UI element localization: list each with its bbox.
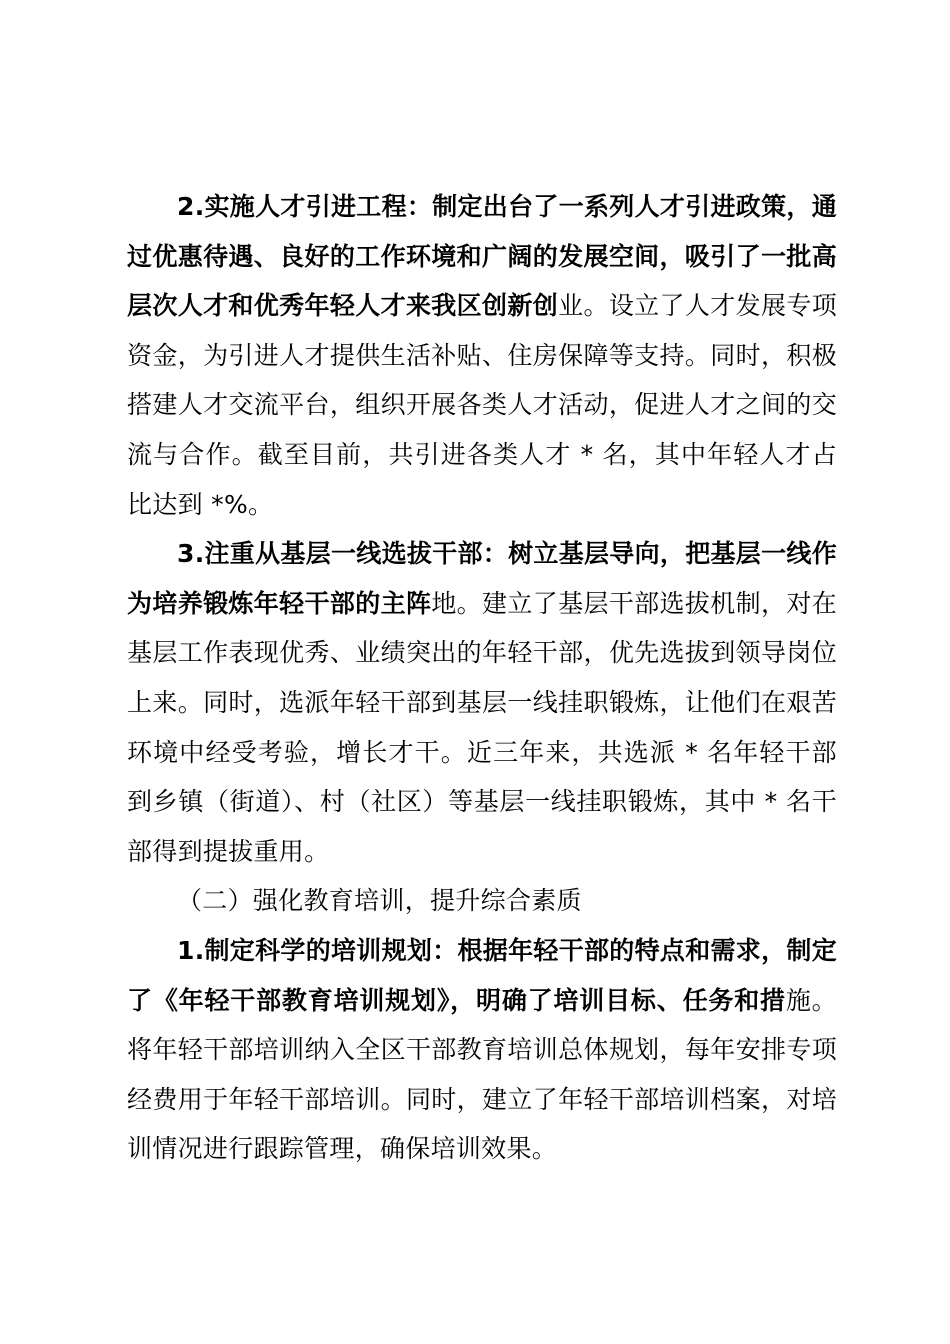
- paragraph-bold-lead: 3.注重从基层一线选拔干部：树立基层导向，把基层一线作为培养锻炼年轻干部的主阵: [127, 539, 837, 618]
- paragraph-training-plan: [127, 926, 837, 1174]
- paragraph-body-text: 业。设立了人才发展专项资金，为引进人才提供生活补贴、住房保障等支持。同时，积极搭建人才交流平台，组织开展各类人才活动，促进人才之间的交流与合作。截至目前，共引进各类人才 * 名，其中年轻人才占比达到 *%。: [127, 291, 837, 519]
- document-body: [127, 182, 837, 1174]
- section-heading-text: （二）强化教育培训，提升综合素质: [177, 886, 582, 916]
- paragraph-grassroots-selection: [127, 529, 837, 876]
- paragraph-talent-introduction: [127, 182, 837, 529]
- paragraph-bold-lead: 1.制定科学的培训规划：根据年轻干部的特点和需求，制定了《年轻干部教育培训规划》，明确了培训目标、任务和措: [127, 935, 837, 1015]
- paragraph-body-text: 施。将年轻干部培训纳入全区干部教育培训总体规划，每年安排专项经费用于年轻干部培训。同时，建立了年轻干部培训档案，对培训情况进行跟踪管理，确保培训效果。: [127, 985, 837, 1164]
- paragraph-body-text: 地。建立了基层干部选拔机制，对在基层工作表现优秀、业绩突出的年轻干部，优先选拔到领导岗位上来。同时，选派年轻干部到基层一线挂职锻炼，让他们在艰苦环境中经受考验，增长才干。近三年来，共选派 * 名年轻干部到乡镇（街道）、村（社区）等基层一线挂职锻炼，其中 * 名干部得到提拔重用。: [127, 588, 837, 866]
- paragraph-bold-lead: 2.实施人才引进工程：制定出台了一系列人才引进政策，通过优惠待遇、良好的工作环境和广阔的发展空间，吸引了一批高层次人才和优秀年轻人才来我区创新创: [127, 192, 837, 321]
- section-heading: [127, 876, 837, 926]
